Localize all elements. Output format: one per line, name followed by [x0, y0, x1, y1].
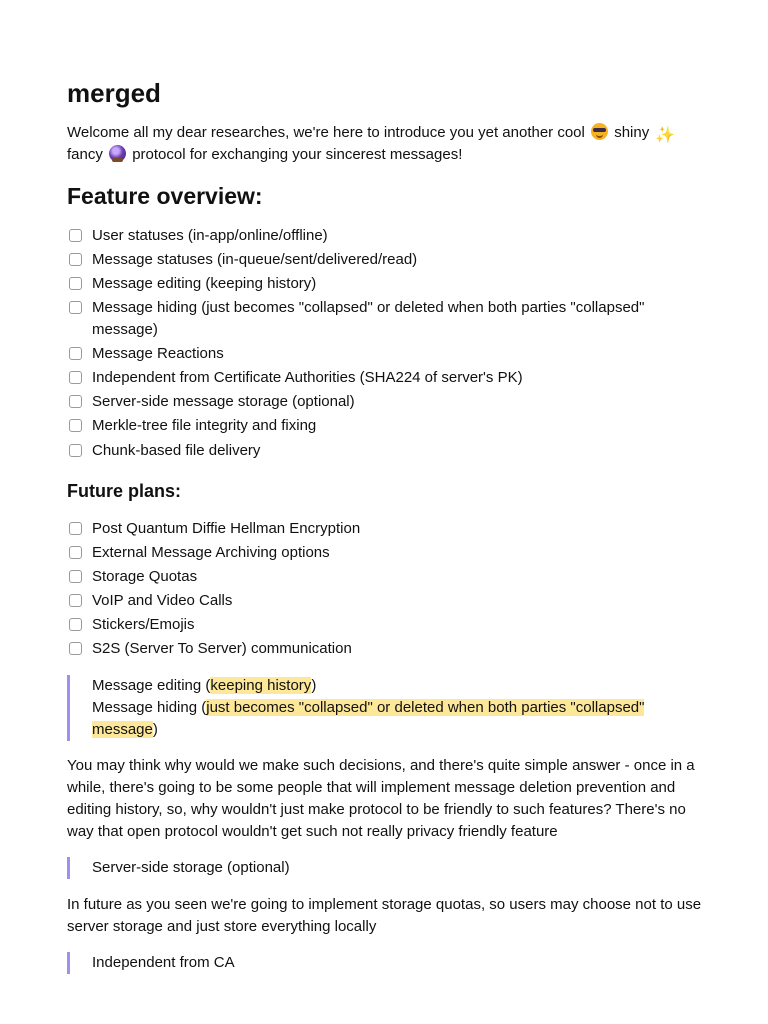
future-item-label: Storage Quotas	[92, 568, 198, 585]
feature-item-label: Independent from Certificate Authorities (SHA224 of server's PK)	[92, 369, 523, 386]
checkbox[interactable]	[69, 229, 82, 242]
feature-item	[67, 225, 707, 247]
future-item-label: External Message Archiving options	[92, 544, 330, 561]
checkbox[interactable]	[69, 642, 82, 655]
future-item	[67, 566, 707, 588]
quote-line	[92, 697, 708, 741]
feature-item	[67, 297, 707, 341]
feature-item	[67, 391, 707, 413]
blockquote-server-storage: Server-side storage (optional)	[67, 857, 290, 879]
future-item-label: S2S (Server To Server) communication	[92, 640, 352, 657]
checkbox[interactable]	[69, 419, 82, 432]
quote-text: Message editing (	[92, 677, 211, 694]
blockquote-independent-ca: Independent from CA	[67, 952, 235, 974]
storage-paragraph: In future as you seen we're going to implement storage quotas, so users may choose not to use server storage and just store everything locally	[67, 896, 702, 935]
feature-item-label: Server-side message storage (optional)	[92, 393, 355, 410]
quote-text: )	[152, 721, 158, 738]
future-item-label: Stickers/Emojis	[92, 616, 195, 633]
future-item	[67, 542, 707, 564]
feature-item	[67, 273, 707, 295]
future-item-label: Post Quantum Diffie Hellman Encryption	[92, 520, 361, 537]
feature-item-label: Chunk-based file delivery	[92, 442, 261, 459]
feature-item	[67, 249, 707, 271]
checkbox[interactable]	[69, 618, 82, 631]
future-item	[67, 590, 707, 612]
quote-line	[92, 675, 708, 697]
checkbox[interactable]	[69, 395, 82, 408]
future-item	[67, 638, 707, 660]
blockquote-message-features	[67, 675, 708, 741]
future-plans-heading: Future plans:	[67, 481, 182, 501]
feature-item	[67, 440, 707, 462]
future-item	[67, 518, 707, 540]
checkbox[interactable]	[69, 253, 82, 266]
checkbox[interactable]	[69, 277, 82, 290]
checkbox[interactable]	[69, 301, 82, 314]
checkbox[interactable]	[69, 444, 82, 457]
future-item	[67, 614, 707, 636]
feature-item-label: Merkle-tree file integrity and fixing	[92, 417, 317, 434]
feature-item	[67, 343, 707, 365]
checkbox[interactable]	[69, 522, 82, 535]
intro-text-4: protocol for exchanging your sincerest messages!	[132, 146, 463, 163]
intro-text-2: shiny	[614, 124, 650, 141]
checkbox[interactable]	[69, 570, 82, 583]
crystal-ball-icon	[109, 145, 126, 162]
feature-item-label: Message statuses (in-queue/sent/delivered/read)	[92, 251, 418, 268]
quote-text: )	[311, 677, 317, 694]
checkbox[interactable]	[69, 594, 82, 607]
future-item-label: VoIP and Video Calls	[92, 592, 233, 609]
smiling-face-with-sunglasses-icon	[591, 123, 608, 140]
feature-item	[67, 367, 707, 389]
highlighted-text: just becomes "collapsed" or deleted when both parties "collapsed" message	[92, 699, 645, 738]
page-title: merged	[67, 78, 161, 108]
feature-item	[67, 415, 707, 437]
explanation-paragraph: You may think why would we make such decisions, and there's quite simple answer - once in a while, there's going to be some people that will implement message deletion prevention and editing history, so, why wouldn't just make protocol to be friendly to such features? There's no way that open protocol wouldn't get such not really privacy friendly feature	[67, 757, 695, 840]
intro-text-3: fancy	[67, 146, 103, 163]
intro-text-1: Welcome all my dear researches, we're here to introduce you yet another cool	[67, 124, 585, 141]
checkbox[interactable]	[69, 347, 82, 360]
feature-item-label: Message editing (keeping history)	[92, 275, 317, 292]
feature-item-label: Message Reactions	[92, 345, 224, 362]
quote-text: Message hiding (	[92, 699, 207, 716]
intro-paragraph	[67, 122, 707, 166]
checkbox[interactable]	[69, 371, 82, 384]
checkbox[interactable]	[69, 546, 82, 559]
feature-overview-heading: Feature overview:	[67, 183, 263, 209]
sparkles-icon: ✨	[655, 127, 676, 144]
feature-item-label: Message hiding (just becomes "collapsed" or deleted when both parties "collapsed" message)	[92, 299, 645, 338]
feature-item-label: User statuses (in-app/online/offline)	[92, 227, 328, 244]
highlighted-text: keeping history	[210, 677, 312, 694]
